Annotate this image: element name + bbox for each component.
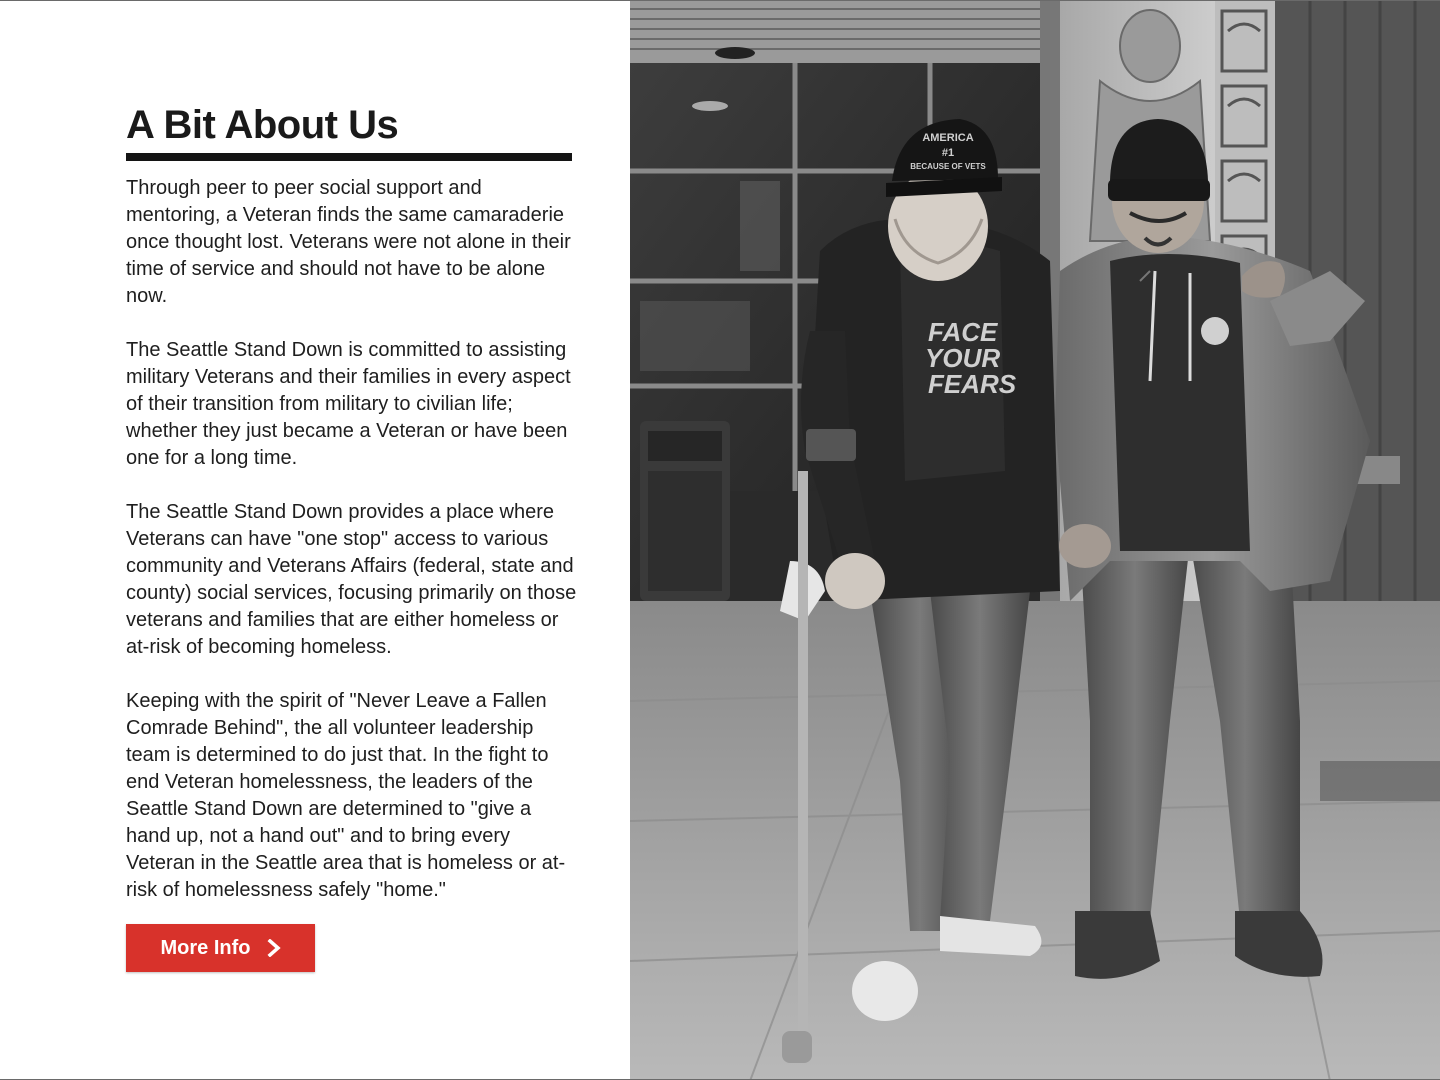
more-info-button[interactable] xyxy=(126,924,315,972)
shirt-text-2: YOUR xyxy=(925,343,1001,373)
cap-text-2: #1 xyxy=(941,147,955,159)
section-title: A Bit About Us xyxy=(126,103,399,147)
about-text-column xyxy=(0,1,630,1080)
veterans-photo-illustration xyxy=(630,1,1440,1080)
about-body xyxy=(126,175,578,931)
chevron-right-icon xyxy=(267,939,281,957)
shirt-text-1: FACE xyxy=(928,317,998,347)
veterans-photo xyxy=(630,1,1440,1080)
title-underline xyxy=(126,153,572,161)
about-paragraph-4: Keeping with the spirit of "Never Leave a Fallen Comrade Behind", the all volunteer leadership team is determined to do just that. In the fight to end Veteran homelessness, the leaders of the Seattle Stand Down are determined to "give a hand up, not a hand out" and to bring every Veteran in the Seattle area that is homeless or at-risk of homelessness safely "home." xyxy=(126,690,566,901)
about-paragraph-2: The Seattle Stand Down is committed to assisting military Veterans and their families in every aspect of their transition from military to civilian life; whether they just became a Veteran or have been one for a long time. xyxy=(126,339,571,469)
about-paragraph-1: Through peer to peer social support and mentoring, a Veteran finds the same camaraderie once thought lost. Veterans were not alone in their time of service and should not have to be alone now. xyxy=(126,177,571,307)
cap-text-3: BECAUSE OF VETS xyxy=(910,162,986,171)
about-paragraph-3: The Seattle Stand Down provides a place where Veterans can have "one stop" access to various community and Veterans Affairs (federal, state and county) social services, focusing primarily on those veterans and families that are either homeless or at-risk of becoming homeless. xyxy=(126,501,577,658)
shirt-text-3: FEARS xyxy=(928,369,1017,399)
cap-text-1: AMERICA xyxy=(922,132,974,144)
more-info-label: More Info xyxy=(160,936,251,959)
